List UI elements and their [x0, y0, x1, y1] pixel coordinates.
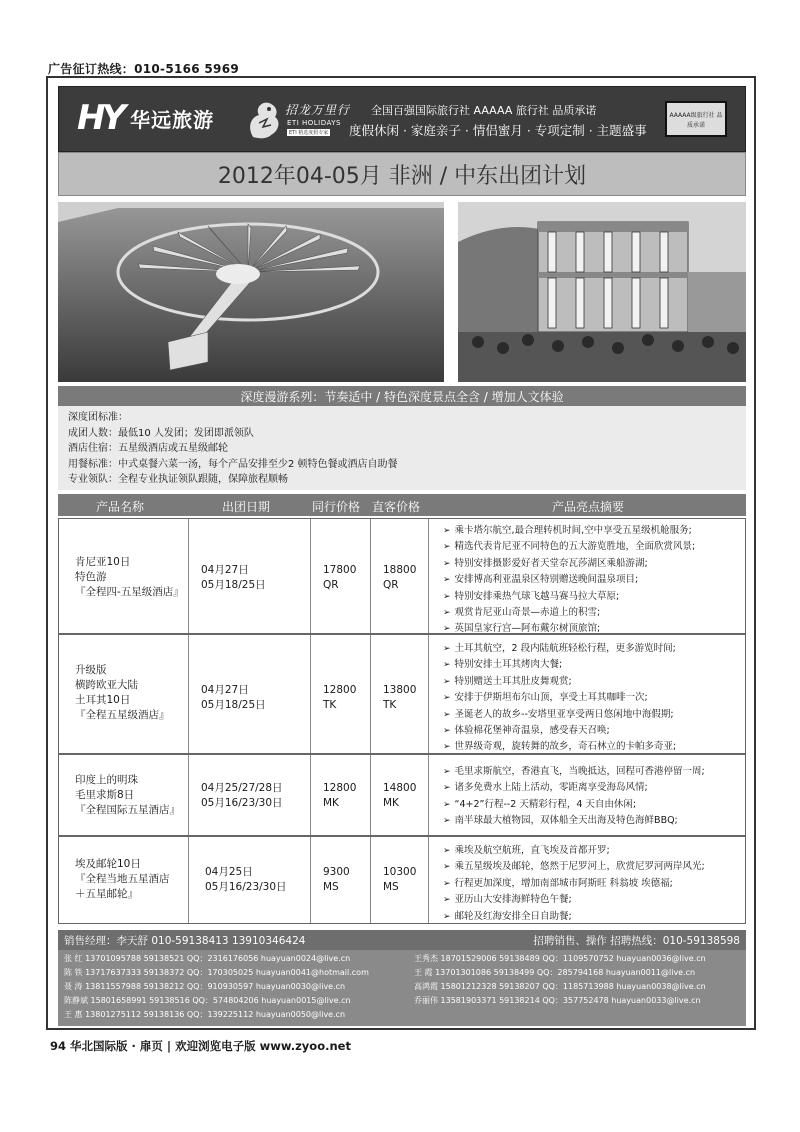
dragon-icon	[245, 97, 283, 141]
product-name: 埃及邮轮10日 『全程当地五星酒店 ＋五星邮轮』	[75, 858, 170, 900]
trade-price: 17800 QR	[323, 564, 357, 591]
contact-item: 王 惠 13801275112 59138136 QQ：139225112 huayuan0050@live.cn	[64, 1010, 346, 1019]
contact-item: 王秀杰 18701529006 59138489 QQ：1109570752 huayuan0036@live.cn	[414, 954, 706, 963]
series-text: 深度漫游系列：节奏适中 / 特色深度景点全含 / 增加人文体验	[240, 389, 564, 404]
contact-list-left	[64, 952, 369, 1022]
ad-page-frame	[46, 76, 756, 1030]
contact-list-right	[414, 952, 706, 1008]
standards-line: 深度团标准：	[68, 412, 128, 423]
contact-item: 陈 铁 13717637333 59138372 QQ：170305025 huayuan0041@hotmail.com	[64, 968, 369, 977]
departure-dates: 04月25/27/28日 05月16/23/30日	[201, 782, 283, 809]
header-direct-price: 直客价格	[372, 500, 421, 514]
product-name: 肯尼亚10日 特色游 『全程四-五星级酒店』	[75, 556, 184, 598]
page-title-bar	[58, 152, 746, 196]
trade-price: 9300 MS	[323, 866, 350, 893]
highlights-list: ➢ 毛里求斯航空，香港直飞，当晚抵达，回程可香港停留一周; ➢ 诸多免费水上陆上活动，零距离享受海岛风情; ➢ “4+2”行程--2 天精彩行程，4 天自由休闲; ➢ 南半球最大植物园，双体船全天出海及特色海鲜BBQ;	[443, 764, 705, 830]
logo-name: 华远旅游	[130, 107, 215, 132]
highlights-list: ➢ 乘埃及航空航班，直飞埃及首都开罗; ➢ 乘五星级埃及邮轮，悠然于尼罗河上，欣赏尼罗河两岸风光; ➢ 行程更加深度，增加南部城市阿斯旺 科翁坡 埃德福; ➢ 亚历山大安排海鲜特色午餐; ➢ 邮轮及红海安排全日自助餐;	[443, 843, 705, 925]
table-row	[58, 634, 746, 754]
slogan-line-1: 全国百强国际旅行社 AAAAA 旅行社 品质承诺	[371, 104, 597, 117]
library-of-celsus-photo	[458, 202, 746, 382]
header-highlights: 产品亮点摘要	[552, 500, 625, 514]
product-name: 升级版 横跨欧亚大陆 土耳其10日 『全程五星级酒店』	[75, 664, 170, 721]
sales-manager: 销售经理：李天舒 010-59138413 13910346424	[64, 935, 306, 947]
contact-item: 张 红 13701095788 59138521 QQ：2316176056 huayuan0024@live.cn	[64, 954, 351, 963]
header-product-name: 产品名称	[96, 500, 145, 514]
partner-name-cn: 招龙万里行	[285, 103, 351, 117]
table-row	[58, 518, 746, 634]
tour-standards	[58, 406, 746, 490]
table-header	[58, 494, 746, 516]
partner-subtitle: ETI 精选度假专家	[289, 130, 329, 136]
brand-header	[58, 86, 746, 152]
advertising-hotline: 广告征订热线：010-5166 5969	[48, 62, 240, 76]
trade-price: 12800 TK	[323, 684, 357, 711]
eti-holidays-logo	[245, 95, 355, 145]
product-name: 印度上的明珠 毛里求斯8日 『全程国际五星酒店』	[75, 774, 180, 816]
direct-price: 18800 QR	[383, 564, 417, 591]
header-trade-price: 同行价格	[312, 500, 361, 514]
standards-line: 酒店住宿：五星级酒店或五星级邮轮	[68, 443, 228, 454]
standards-line: 用餐标准：中式桌餐六菜一汤，每个产品安排至少2 顿特色餐或酒店自助餐	[68, 458, 398, 470]
header-departure-date: 出团日期	[222, 500, 271, 514]
highlights-list: ➢ 乘卡塔尔航空,最合理转机时间,空中享受五星级机舱服务; ➢ 精选代表肯尼亚不同特色的五大游览胜地，全面欣赏风景; ➢ 特别安排摄影爱好者天堂奈瓦莎湖区乘船游湖; ➢ 安排博高利亚温泉区特别赠送晚间温泉项目; ➢ 特别安排乘热气球飞越马赛马拉大草原; ➢ 观赏肯尼亚山奇景—赤道上的积雪; ➢ 英国皇家行宫—阿布戴尔树顶旅馆;	[443, 523, 695, 638]
table-row	[58, 754, 746, 836]
direct-price: 14800 MK	[383, 782, 417, 809]
direct-price: 10300 MS	[383, 866, 417, 893]
contact-item: 高鸿霞 15801212328 59138207 QQ：1185713988 huayuan0038@live.cn	[414, 982, 706, 991]
contact-item: 陈静斌 15801658991 59138516 QQ：574804206 huayuan0015@live.cn	[64, 996, 351, 1005]
recruitment-hotline: 招聘销售、操作 招聘热线：010-59138598	[533, 935, 740, 947]
slogan-line-2: 度假休闲 · 家庭亲子 · 情侣蜜月 · 专项定制 · 主题盛事	[349, 123, 647, 138]
trade-price: 12800 MK	[323, 782, 357, 809]
sales-contacts	[58, 930, 746, 1026]
page-footer: 94 华北国际版 · 扉页 | 欢迎浏览电子版 www.zyoo.net	[50, 1039, 351, 1053]
contact-item: 王 霞 13701301086 59138499 QQ：285794168 huayuan0011@live.cn	[414, 968, 696, 977]
standards-line: 成团人数：最低10 人发团；发团即派领队	[68, 427, 254, 439]
aaaaa-badge: AAAAA级旅行社 品质承诺	[665, 101, 727, 137]
palm-island-photo	[58, 202, 444, 382]
partner-name-en: ETI HOLIDAYS	[287, 119, 341, 127]
contacts-header	[58, 930, 746, 950]
departure-dates: 04月25日 05月16/23/30日	[205, 866, 287, 893]
logo-mark-icon: HY	[77, 98, 123, 138]
direct-price: 13800 TK	[383, 684, 417, 711]
standards-line: 专业领队：全程专业执证领队跟随，保障旅程顺畅	[68, 474, 288, 485]
page-title: 2012年04-05月 非洲 / 中东出团计划	[217, 163, 587, 189]
series-banner	[58, 386, 746, 406]
contact-item: 乔丽伟 13581903371 59138214 QQ：357752478 huayuan0033@live.cn	[414, 996, 701, 1005]
contact-item: 聂 涛 13811557988 59138212 QQ：910930597 huayuan0030@live.cn	[64, 982, 346, 991]
departure-dates: 04月27日 05月18/25日	[201, 684, 266, 711]
huayuan-logo	[77, 98, 215, 138]
departure-dates: 04月27日 05月18/25日	[201, 564, 266, 591]
highlights-list: ➢ 土耳其航空，2 段内陆航班轻松行程，更多游览时间; ➢ 特别安排土耳其烤肉大餐; ➢ 特别赠送土耳其肚皮舞观赏; ➢ 安排于伊斯坦布尔山顶，享受土耳其咖啡一次; ➢ 圣诞老人的故乡--安塔里亚享受两日悠闲地中海假期; ➢ 体验棉花堡神奇温泉，感受春天召唤; ➢ 世界级奇观，旋转舞的故乡，奇石林立的卡帕多奇亚;	[443, 641, 676, 756]
table-row	[58, 836, 746, 924]
